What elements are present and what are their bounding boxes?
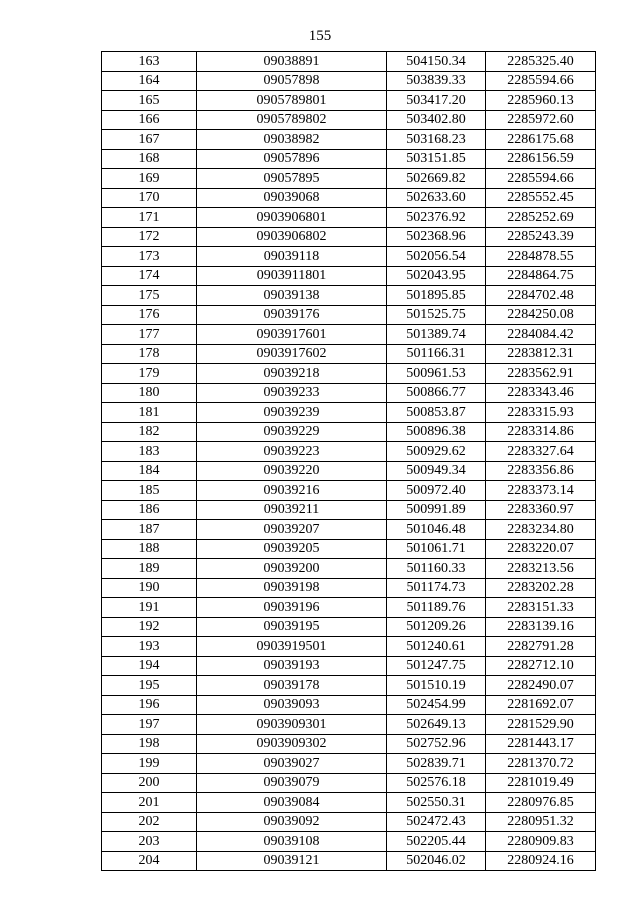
point-id-cell: 0903906801 bbox=[197, 208, 387, 228]
row-number-cell: 200 bbox=[102, 773, 197, 793]
y-coordinate-cell: 2286156.59 bbox=[486, 149, 596, 169]
row-number-cell: 181 bbox=[102, 403, 197, 423]
point-id-cell: 09039027 bbox=[197, 754, 387, 774]
point-id-cell: 09039108 bbox=[197, 832, 387, 852]
point-id-cell: 09039178 bbox=[197, 676, 387, 696]
table-row bbox=[102, 266, 596, 286]
row-number-cell: 165 bbox=[102, 91, 197, 111]
row-number-cell: 203 bbox=[102, 832, 197, 852]
y-coordinate-cell: 2284702.48 bbox=[486, 286, 596, 306]
point-id-cell: 0905789802 bbox=[197, 110, 387, 130]
row-number-cell: 169 bbox=[102, 169, 197, 189]
x-coordinate-cell: 500866.77 bbox=[387, 383, 486, 403]
point-id-cell: 0905789801 bbox=[197, 91, 387, 111]
x-coordinate-cell: 501895.85 bbox=[387, 286, 486, 306]
x-coordinate-cell: 502376.92 bbox=[387, 208, 486, 228]
y-coordinate-cell: 2283151.33 bbox=[486, 598, 596, 618]
row-number-cell: 167 bbox=[102, 130, 197, 150]
table-row bbox=[102, 695, 596, 715]
x-coordinate-cell: 501240.61 bbox=[387, 637, 486, 657]
point-id-cell: 0903909302 bbox=[197, 734, 387, 754]
table-row bbox=[102, 403, 596, 423]
table-row bbox=[102, 110, 596, 130]
point-id-cell: 09057895 bbox=[197, 169, 387, 189]
point-id-cell: 09038891 bbox=[197, 52, 387, 72]
row-number-cell: 187 bbox=[102, 520, 197, 540]
point-id-cell: 0903909301 bbox=[197, 715, 387, 735]
x-coordinate-cell: 501209.26 bbox=[387, 617, 486, 637]
point-id-cell: 09039079 bbox=[197, 773, 387, 793]
x-coordinate-cell: 503402.80 bbox=[387, 110, 486, 130]
row-number-cell: 197 bbox=[102, 715, 197, 735]
point-id-cell: 09039220 bbox=[197, 461, 387, 481]
row-number-cell: 202 bbox=[102, 812, 197, 832]
row-number-cell: 183 bbox=[102, 442, 197, 462]
table-row bbox=[102, 539, 596, 559]
y-coordinate-cell: 2285972.60 bbox=[486, 110, 596, 130]
point-id-cell: 09038982 bbox=[197, 130, 387, 150]
x-coordinate-cell: 502046.02 bbox=[387, 851, 486, 871]
x-coordinate-cell: 501166.31 bbox=[387, 344, 486, 364]
table-row bbox=[102, 383, 596, 403]
table-row bbox=[102, 754, 596, 774]
y-coordinate-cell: 2283315.93 bbox=[486, 403, 596, 423]
point-id-cell: 09039093 bbox=[197, 695, 387, 715]
table-row bbox=[102, 559, 596, 579]
point-id-cell: 0903911801 bbox=[197, 266, 387, 286]
x-coordinate-cell: 502649.13 bbox=[387, 715, 486, 735]
row-number-cell: 190 bbox=[102, 578, 197, 598]
y-coordinate-cell: 2283213.56 bbox=[486, 559, 596, 579]
x-coordinate-cell: 500949.34 bbox=[387, 461, 486, 481]
row-number-cell: 177 bbox=[102, 325, 197, 345]
page-number: 155 bbox=[308, 28, 332, 44]
point-id-cell: 09039068 bbox=[197, 188, 387, 208]
y-coordinate-cell: 2280951.32 bbox=[486, 812, 596, 832]
x-coordinate-cell: 500929.62 bbox=[387, 442, 486, 462]
table-row bbox=[102, 734, 596, 754]
point-id-cell: 0903917601 bbox=[197, 325, 387, 345]
table-row bbox=[102, 851, 596, 871]
row-number-cell: 204 bbox=[102, 851, 197, 871]
table-row bbox=[102, 481, 596, 501]
point-id-cell: 09039084 bbox=[197, 793, 387, 813]
row-number-cell: 173 bbox=[102, 247, 197, 267]
point-id-cell: 09039138 bbox=[197, 286, 387, 306]
point-id-cell: 0903917602 bbox=[197, 344, 387, 364]
y-coordinate-cell: 2283327.64 bbox=[486, 442, 596, 462]
x-coordinate-cell: 501525.75 bbox=[387, 305, 486, 325]
y-coordinate-cell: 2283562.91 bbox=[486, 364, 596, 384]
y-coordinate-cell: 2285960.13 bbox=[486, 91, 596, 111]
x-coordinate-cell: 501247.75 bbox=[387, 656, 486, 676]
x-coordinate-cell: 501174.73 bbox=[387, 578, 486, 598]
x-coordinate-cell: 500853.87 bbox=[387, 403, 486, 423]
y-coordinate-cell: 2280909.83 bbox=[486, 832, 596, 852]
table-row bbox=[102, 325, 596, 345]
x-coordinate-cell: 502454.99 bbox=[387, 695, 486, 715]
y-coordinate-cell: 2285252.69 bbox=[486, 208, 596, 228]
row-number-cell: 189 bbox=[102, 559, 197, 579]
x-coordinate-cell: 502633.60 bbox=[387, 188, 486, 208]
point-id-cell: 09039233 bbox=[197, 383, 387, 403]
y-coordinate-cell: 2282490.07 bbox=[486, 676, 596, 696]
y-coordinate-cell: 2285325.40 bbox=[486, 52, 596, 72]
row-number-cell: 191 bbox=[102, 598, 197, 618]
table-row bbox=[102, 286, 596, 306]
x-coordinate-cell: 504150.34 bbox=[387, 52, 486, 72]
point-id-cell: 09039216 bbox=[197, 481, 387, 501]
point-id-cell: 09039205 bbox=[197, 539, 387, 559]
point-id-cell: 09039193 bbox=[197, 656, 387, 676]
table-row bbox=[102, 71, 596, 91]
table-row bbox=[102, 461, 596, 481]
row-number-cell: 175 bbox=[102, 286, 197, 306]
table-row bbox=[102, 637, 596, 657]
table-row bbox=[102, 793, 596, 813]
coordinates-table bbox=[101, 51, 596, 871]
table-row bbox=[102, 188, 596, 208]
y-coordinate-cell: 2286175.68 bbox=[486, 130, 596, 150]
row-number-cell: 201 bbox=[102, 793, 197, 813]
y-coordinate-cell: 2283356.86 bbox=[486, 461, 596, 481]
y-coordinate-cell: 2281370.72 bbox=[486, 754, 596, 774]
y-coordinate-cell: 2285594.66 bbox=[486, 169, 596, 189]
table-row bbox=[102, 344, 596, 364]
row-number-cell: 174 bbox=[102, 266, 197, 286]
row-number-cell: 170 bbox=[102, 188, 197, 208]
row-number-cell: 176 bbox=[102, 305, 197, 325]
y-coordinate-cell: 2283220.07 bbox=[486, 539, 596, 559]
point-id-cell: 09039198 bbox=[197, 578, 387, 598]
y-coordinate-cell: 2284084.42 bbox=[486, 325, 596, 345]
table-row bbox=[102, 773, 596, 793]
point-id-cell: 09039176 bbox=[197, 305, 387, 325]
point-id-cell: 09039196 bbox=[197, 598, 387, 618]
table-row bbox=[102, 656, 596, 676]
row-number-cell: 172 bbox=[102, 227, 197, 247]
table-row bbox=[102, 247, 596, 267]
y-coordinate-cell: 2282791.28 bbox=[486, 637, 596, 657]
row-number-cell: 195 bbox=[102, 676, 197, 696]
x-coordinate-cell: 502752.96 bbox=[387, 734, 486, 754]
x-coordinate-cell: 500896.38 bbox=[387, 422, 486, 442]
x-coordinate-cell: 502368.96 bbox=[387, 227, 486, 247]
x-coordinate-cell: 500961.53 bbox=[387, 364, 486, 384]
row-number-cell: 192 bbox=[102, 617, 197, 637]
y-coordinate-cell: 2285243.39 bbox=[486, 227, 596, 247]
x-coordinate-cell: 503839.33 bbox=[387, 71, 486, 91]
table-row bbox=[102, 500, 596, 520]
x-coordinate-cell: 501160.33 bbox=[387, 559, 486, 579]
table-row bbox=[102, 617, 596, 637]
point-id-cell: 09039092 bbox=[197, 812, 387, 832]
point-id-cell: 0903919501 bbox=[197, 637, 387, 657]
x-coordinate-cell: 501189.76 bbox=[387, 598, 486, 618]
row-number-cell: 179 bbox=[102, 364, 197, 384]
table-row bbox=[102, 130, 596, 150]
y-coordinate-cell: 2284864.75 bbox=[486, 266, 596, 286]
x-coordinate-cell: 502839.71 bbox=[387, 754, 486, 774]
table-row bbox=[102, 305, 596, 325]
point-id-cell: 09039218 bbox=[197, 364, 387, 384]
point-id-cell: 09039195 bbox=[197, 617, 387, 637]
x-coordinate-cell: 502550.31 bbox=[387, 793, 486, 813]
row-number-cell: 171 bbox=[102, 208, 197, 228]
row-number-cell: 163 bbox=[102, 52, 197, 72]
row-number-cell: 198 bbox=[102, 734, 197, 754]
y-coordinate-cell: 2283812.31 bbox=[486, 344, 596, 364]
x-coordinate-cell: 502576.18 bbox=[387, 773, 486, 793]
table-row bbox=[102, 364, 596, 384]
point-id-cell: 09057898 bbox=[197, 71, 387, 91]
x-coordinate-cell: 502669.82 bbox=[387, 169, 486, 189]
row-number-cell: 186 bbox=[102, 500, 197, 520]
point-id-cell: 09057896 bbox=[197, 149, 387, 169]
y-coordinate-cell: 2281529.90 bbox=[486, 715, 596, 735]
x-coordinate-cell: 501389.74 bbox=[387, 325, 486, 345]
point-id-cell: 09039200 bbox=[197, 559, 387, 579]
table-row bbox=[102, 169, 596, 189]
row-number-cell: 180 bbox=[102, 383, 197, 403]
row-number-cell: 185 bbox=[102, 481, 197, 501]
row-number-cell: 199 bbox=[102, 754, 197, 774]
row-number-cell: 196 bbox=[102, 695, 197, 715]
table-row bbox=[102, 578, 596, 598]
row-number-cell: 164 bbox=[102, 71, 197, 91]
row-number-cell: 168 bbox=[102, 149, 197, 169]
table-row bbox=[102, 422, 596, 442]
x-coordinate-cell: 502056.54 bbox=[387, 247, 486, 267]
point-id-cell: 09039223 bbox=[197, 442, 387, 462]
x-coordinate-cell: 503417.20 bbox=[387, 91, 486, 111]
point-id-cell: 0903906802 bbox=[197, 227, 387, 247]
y-coordinate-cell: 2284878.55 bbox=[486, 247, 596, 267]
y-coordinate-cell: 2285594.66 bbox=[486, 71, 596, 91]
x-coordinate-cell: 502472.43 bbox=[387, 812, 486, 832]
y-coordinate-cell: 2283139.16 bbox=[486, 617, 596, 637]
table-row bbox=[102, 812, 596, 832]
point-id-cell: 09039239 bbox=[197, 403, 387, 423]
x-coordinate-cell: 503168.23 bbox=[387, 130, 486, 150]
point-id-cell: 09039229 bbox=[197, 422, 387, 442]
table-row bbox=[102, 715, 596, 735]
table-row bbox=[102, 676, 596, 696]
table-row bbox=[102, 442, 596, 462]
y-coordinate-cell: 2283343.46 bbox=[486, 383, 596, 403]
row-number-cell: 184 bbox=[102, 461, 197, 481]
x-coordinate-cell: 500972.40 bbox=[387, 481, 486, 501]
x-coordinate-cell: 501510.19 bbox=[387, 676, 486, 696]
x-coordinate-cell: 500991.89 bbox=[387, 500, 486, 520]
point-id-cell: 09039211 bbox=[197, 500, 387, 520]
row-number-cell: 194 bbox=[102, 656, 197, 676]
row-number-cell: 193 bbox=[102, 637, 197, 657]
y-coordinate-cell: 2283234.80 bbox=[486, 520, 596, 540]
row-number-cell: 182 bbox=[102, 422, 197, 442]
y-coordinate-cell: 2281019.49 bbox=[486, 773, 596, 793]
table-row bbox=[102, 208, 596, 228]
y-coordinate-cell: 2283202.28 bbox=[486, 578, 596, 598]
x-coordinate-cell: 501046.48 bbox=[387, 520, 486, 540]
point-id-cell: 09039121 bbox=[197, 851, 387, 871]
y-coordinate-cell: 2282712.10 bbox=[486, 656, 596, 676]
table-row bbox=[102, 520, 596, 540]
y-coordinate-cell: 2281443.17 bbox=[486, 734, 596, 754]
x-coordinate-cell: 502205.44 bbox=[387, 832, 486, 852]
y-coordinate-cell: 2280924.16 bbox=[486, 851, 596, 871]
y-coordinate-cell: 2284250.08 bbox=[486, 305, 596, 325]
table-row bbox=[102, 91, 596, 111]
y-coordinate-cell: 2283314.86 bbox=[486, 422, 596, 442]
y-coordinate-cell: 2285552.45 bbox=[486, 188, 596, 208]
table-body bbox=[102, 52, 596, 871]
table-row bbox=[102, 598, 596, 618]
x-coordinate-cell: 503151.85 bbox=[387, 149, 486, 169]
row-number-cell: 166 bbox=[102, 110, 197, 130]
point-id-cell: 09039118 bbox=[197, 247, 387, 267]
row-number-cell: 178 bbox=[102, 344, 197, 364]
point-id-cell: 09039207 bbox=[197, 520, 387, 540]
x-coordinate-cell: 501061.71 bbox=[387, 539, 486, 559]
y-coordinate-cell: 2281692.07 bbox=[486, 695, 596, 715]
x-coordinate-cell: 502043.95 bbox=[387, 266, 486, 286]
y-coordinate-cell: 2283360.97 bbox=[486, 500, 596, 520]
y-coordinate-cell: 2280976.85 bbox=[486, 793, 596, 813]
y-coordinate-cell: 2283373.14 bbox=[486, 481, 596, 501]
row-number-cell: 188 bbox=[102, 539, 197, 559]
table-row bbox=[102, 832, 596, 852]
table-row bbox=[102, 52, 596, 72]
table-row bbox=[102, 149, 596, 169]
table-row bbox=[102, 227, 596, 247]
